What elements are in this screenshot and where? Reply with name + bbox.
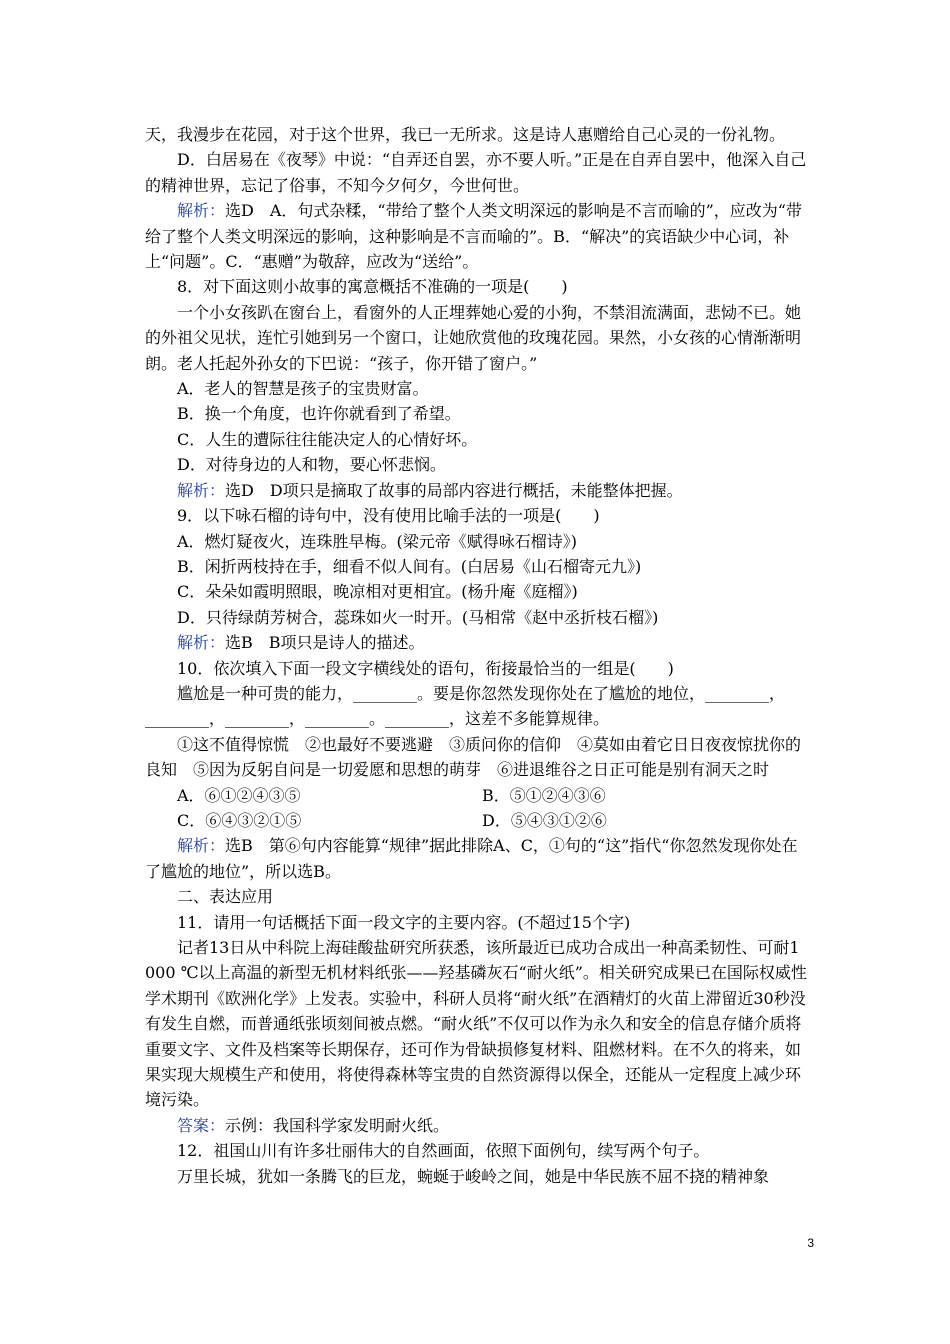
answer-label: 解析： [177, 201, 226, 221]
answer-text: 选D A．句式杂糅，“带给了整个人类文明深远的影响是不言而喻的”，应改为“带给了整个人类文明深远的影响，这种影响是不言而喻的”。B．“解决”的宾语缺少中心词，补上“问题”。C．“惠赠”为敬辞，应改为“送给”。 [145, 201, 802, 272]
q9-option-b: B．闲折两枝持在手，细看不似人间有。(白居易《山石榴寄元九》) [177, 556, 642, 576]
option-d-q7: D．白居易在《夜琴》中说：“自弄还自罢，亦不要人听。”正是在自弄自罢中，他深入自己的精神世界，忘记了俗事，不知今夕何夕，今世何世。 [145, 150, 807, 195]
answer-text: 示例：我国科学家发明耐火纸。 [225, 1115, 450, 1135]
q8-option-c: C．人生的遭际往往能决定人的心情好坏。 [177, 429, 478, 449]
question-11-text: 记者13日从中科院上海硅酸盐研究所获悉，该所最近已成功合成出一种高柔韧性、可耐1 000 ℃以上高温的新型无机材料纸张——羟基磷灰石“耐火纸”。相关研究成果已在国际权威性学术期刊《欧洲化学》上发表。实验中，科研人员将“耐火纸”在酒精灯的火苗上滞留近30秒没有发生自燃，而普通纸张顷刻间被点燃。“耐火纸”不仅可以作为永久和安全的信息存储介质将重要文字、文件及档案等长期保存，还可作为骨缺损修复材料、阻燃材料。在不久的将来，如果实现大规模生产和使用，将使得森林等宝贵的自然资源得以保全，还能从一定程度上减少环境污染。 [145, 938, 807, 1110]
q10-options-row-2 [145, 808, 813, 833]
question-10-text: 尴尬是一种可贵的能力，________。要是你忽然发现你处在了尴尬的地位，________，________，________，________。________，这差不多能算规律。 [145, 683, 786, 729]
question-11: 11．请用一句话概括下面一段文字的主要内容。(不超过15个字) [177, 912, 631, 932]
question-9: 9．以下咏石榴的诗句中，没有使用比喻手法的一项是( ) [177, 506, 600, 526]
answer-text: 选B 第⑥句内容能算“规律”据此排除A、C，①句的“这”指代“你忽然发现你处在了尴尬的地位”，所以选B。 [145, 836, 798, 881]
answer-9 [145, 630, 813, 655]
answer-text: 选B B项只是诗人的描述。 [225, 633, 425, 653]
question-8-story: 一个小女孩趴在窗台上，看窗外的人正埋葬她心爱的小狗，不禁泪流满面，悲恸不已。她的外祖父见状，连忙引她到另一个窗口，让她欣赏他的玫瑰花园。果然，小女孩的心情渐渐明朗。老人托起外孙女的下巴说：“孩子，你开错了窗户。” [145, 302, 802, 373]
answer-8 [145, 478, 813, 503]
answer-text: 选D D项只是摘取了故事的局部内容进行概括，未能整体把握。 [225, 480, 683, 500]
q9-option-a: A．燃灯疑夜火，连珠胜早梅。(梁元帝《赋得咏石榴诗》) [177, 531, 578, 551]
answer-11 [145, 1113, 813, 1138]
question-8: 8．对下面这则小故事的寓意概括不准确的一项是( ) [177, 277, 568, 297]
answer-10 [145, 833, 813, 884]
q9-option-c: C．朵朵如霞明照眼，晚凉相对更相宜。(杨升庵《庭榴》) [177, 582, 578, 602]
paragraph: 天，我漫步在花园，对于这个世界，我已一无所求。这是诗人惠赠给自己心灵的一份礼物。 [145, 125, 786, 144]
answer-label: 解析： [177, 633, 226, 653]
q9-option-d: D．只待绿荫芳树合，蕊珠如火一时开。(马相常《赵中丞折枝石榴》) [177, 607, 659, 627]
question-12: 12．祖国山川有许多壮丽伟大的自然画面，依照下面例句，续写两个句子。 [177, 1141, 710, 1161]
q8-option-a: A．老人的智慧是孩子的宝贵财富。 [177, 379, 429, 399]
answer-7 [145, 198, 813, 274]
answer-label: 解析： [177, 836, 226, 856]
q10-option-b: B．⑤①②④③⑥ [482, 785, 606, 805]
question-10-items: ①这不值得惊慌 ②也最好不要逃避 ③质问你的信仰 ④莫如由着它日日夜夜惊扰你的良知 ⑤因为反躬自问是一切爱愿和思想的萌芽 ⑥进退维谷之日正可能是别有洞天之时 [145, 734, 802, 780]
document-body [145, 122, 813, 1189]
q10-option-d: D．⑤④③①②⑥ [482, 810, 607, 830]
q10-option-a: A．⑥①②④③⑤ [177, 785, 301, 805]
q8-option-b: B．换一个角度，也许你就看到了希望。 [177, 404, 461, 424]
q10-option-c: C．⑥④③②①⑤ [177, 810, 302, 830]
question-10: 10．依次填入下面一段文字横线处的语句，衔接最恰当的一组是( ) [177, 658, 674, 678]
q10-options-row-1 [145, 783, 813, 808]
section-heading: 二、表达应用 [177, 887, 274, 907]
question-12-text: 万里长城，犹如一条腾飞的巨龙，蜿蜒于峻岭之间，她是中华民族不屈不挠的精神象 [177, 1166, 770, 1186]
answer-label: 答案： [177, 1115, 226, 1135]
answer-label: 解析： [177, 480, 226, 500]
q8-option-d: D．对待身边的人和物，要心怀悲悯。 [177, 455, 446, 475]
page-number: 3 [807, 1236, 814, 1250]
